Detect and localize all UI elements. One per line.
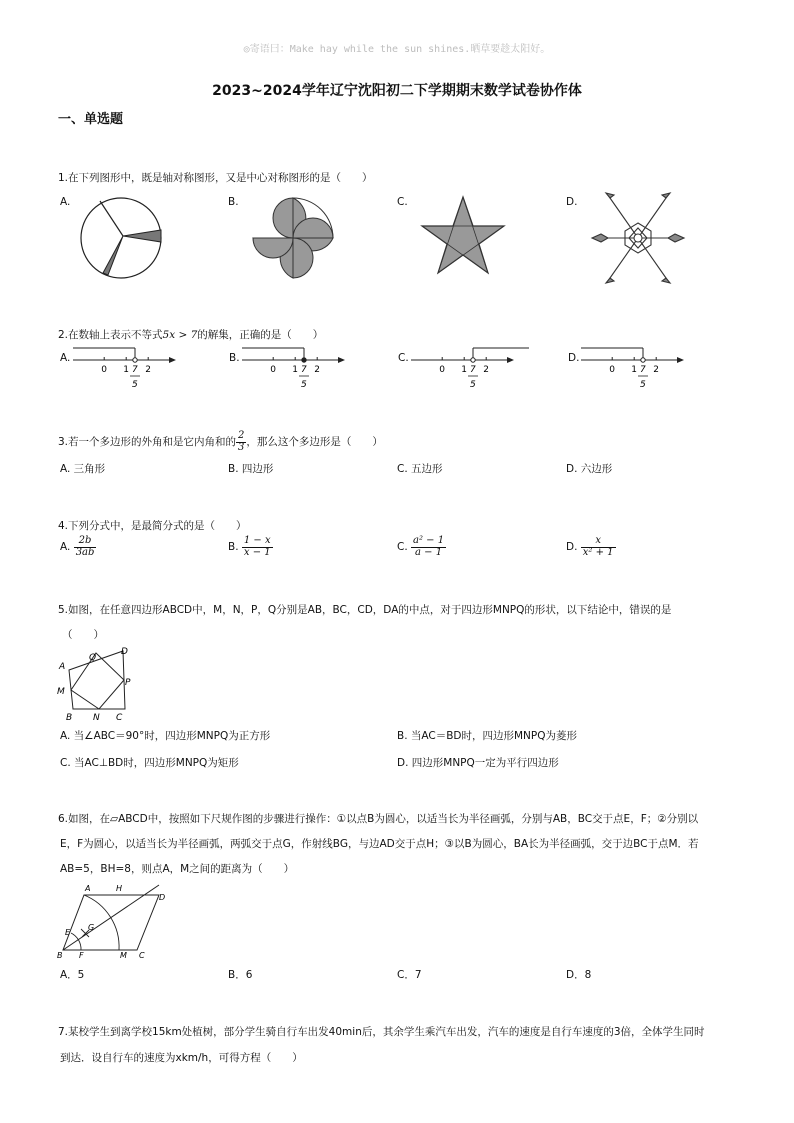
tick-label: 1 — [292, 365, 298, 375]
q5-stem-line1: 5.如图，在任意四边形ABCD中，M，N，P，Q分别是AB，BC，CD，DA的中点，对于四边形MNPQ的形状，以下结论中，错误的是 — [58, 604, 672, 616]
q2-option-label: C. — [398, 352, 409, 364]
label-e: E — [65, 928, 71, 937]
q6-stem-line3: AB=5，BH=8，则点A，M之间的距离为（ ） — [60, 863, 295, 875]
tick-label: 1 — [123, 365, 129, 375]
label-d: D — [159, 893, 166, 902]
q6-option-c[interactable]: C．7 — [397, 969, 422, 981]
endpoint-dot — [133, 358, 137, 362]
q4-option-c[interactable]: C. $\frac{\text{a² − 1}}{a - 1}$ — [397, 535, 445, 558]
q2-stem: 2.在数轴上表示不等式5x > 7的解集，正确的是（ ） — [58, 329, 324, 341]
q3-option-a[interactable]: A. 三角形 — [60, 463, 106, 475]
label-p: P — [125, 678, 131, 688]
tick-label: 0 — [609, 365, 615, 375]
q5-option-b[interactable]: B. 当AC＝BD时，四边形MNPQ为菱形 — [397, 730, 578, 742]
q1-option-b[interactable]: B. — [228, 196, 239, 208]
q3-option-c[interactable]: C. 五边形 — [397, 463, 443, 475]
snowflake-icon — [588, 190, 688, 285]
label-a: A — [59, 662, 66, 672]
q6-option-a[interactable]: A．5 — [60, 969, 85, 981]
q2-option-label: D. — [568, 352, 580, 364]
frac-num: 7 — [640, 365, 646, 375]
watermark: ◎寄语曰：Make hay while the sun shines.晒草要趁太阳好。 — [243, 44, 551, 55]
q7-stem-line2: 到达．设自行车的速度为xkm/h，可得方程（ ） — [60, 1052, 303, 1064]
page-title: 2023~2024学年辽宁沈阳初二下学期期末数学试卷协作体 — [212, 83, 582, 99]
label-b: B — [57, 951, 63, 960]
endpoint-dot — [641, 358, 645, 362]
frac-num: 7 — [301, 365, 307, 375]
pie-icon — [78, 196, 168, 281]
axis-arrow — [507, 357, 514, 363]
section-heading: 一、单选题 — [58, 112, 124, 127]
q6-parallelogram-figure — [55, 880, 170, 962]
q4-option-d[interactable]: D. $\frac{x}{\text{x² + 1}}$ — [566, 535, 614, 558]
number-line — [242, 343, 362, 398]
q1-option-d[interactable]: D. — [566, 196, 578, 208]
q6-option-d[interactable]: D．8 — [566, 969, 592, 981]
q1-option-a[interactable]: A. — [60, 196, 71, 208]
tick-label: 0 — [270, 365, 276, 375]
tick-label: 2 — [483, 365, 489, 375]
axis-arrow — [169, 357, 176, 363]
frac-den: 5 — [132, 380, 138, 390]
label-m: M — [57, 687, 65, 697]
pinwheel-icon — [248, 193, 338, 283]
frac-den: 5 — [470, 380, 476, 390]
q5-stem-line2: （ ） — [62, 629, 104, 641]
q6-stem-line2: E，F为圆心，以适当长为半径画弧，两弧交于点G，作射线BG，与边AD交于点H；③以B为圆心，BA长为半径画弧，交于边BC于点M．若 — [60, 838, 699, 850]
q5-option-d[interactable]: D. 四边形MNPQ一定为平行四边形 — [397, 757, 559, 769]
label-f: F — [79, 951, 84, 960]
label-q: Q — [89, 653, 97, 663]
number-line — [581, 343, 701, 398]
tick-label: 1 — [461, 365, 467, 375]
tick-label: 2 — [314, 365, 320, 375]
label-g: G — [88, 923, 95, 932]
label-h: H — [116, 884, 123, 893]
tick-label: 0 — [439, 365, 445, 375]
q2-option-label: B. — [229, 352, 240, 364]
frac-num: 7 — [470, 365, 476, 375]
q3-option-d[interactable]: D. 六边形 — [566, 463, 613, 475]
q4-stem: 4.下列分式中，是最简分式的是（ ） — [58, 520, 247, 532]
q1-stem: 1.在下列图形中，既是轴对称图形，又是中心对称图形的是（ ） — [58, 172, 373, 184]
axis-arrow — [338, 357, 345, 363]
frac-den: 5 — [640, 380, 646, 390]
endpoint-dot — [302, 358, 306, 362]
q4-option-b[interactable]: B. $\frac{1 - x}{x - 1}$ — [228, 535, 271, 558]
q1-option-c[interactable]: C. — [397, 196, 408, 208]
label-m: M — [120, 951, 127, 960]
label-a: A — [85, 884, 91, 893]
q6-stem-line1: 6.如图，在▱ABCD中，按照如下尺规作图的步骤进行操作：①以点B为圆心，以适当长为半径画弧，分别与AB，BC交于点E，F；②分别以 — [58, 813, 699, 825]
axis-arrow — [677, 357, 684, 363]
q7-stem-line1: 7.某校学生到离学校15km处植树，部分学生骑自行车出发40min后，其余学生乘汽车出发，汽车的速度是自行车速度的3倍，全体学生同时 — [58, 1026, 705, 1038]
label-d: D — [121, 647, 128, 657]
tick-label: 2 — [653, 365, 659, 375]
tick-label: 0 — [101, 365, 107, 375]
q5-option-a[interactable]: A. 当∠ABC＝90°时，四边形MNPQ为正方形 — [60, 730, 271, 742]
q2-option-label: A. — [60, 352, 71, 364]
tick-label: 2 — [145, 365, 151, 375]
q3-stem: 3.若一个多边形的外角和是它内角和的 $\frac{2}{3}$ ，那么这个多边形是（ ） — [58, 430, 383, 453]
frac-num: 7 — [132, 365, 138, 375]
star-icon — [418, 193, 508, 278]
frac-den: 5 — [301, 380, 307, 390]
label-b: B — [66, 713, 73, 723]
label-c: C — [116, 713, 123, 723]
endpoint-dot — [471, 358, 475, 362]
q6-option-b[interactable]: B．6 — [228, 969, 253, 981]
tick-label: 1 — [631, 365, 637, 375]
q5-quadrilateral-figure — [55, 642, 140, 724]
number-line — [411, 343, 531, 398]
number-line — [73, 343, 193, 398]
q4-option-a[interactable]: A. $\frac{2b}{3ab}$ — [60, 535, 95, 558]
q3-option-b[interactable]: B. 四边形 — [228, 463, 274, 475]
label-c: C — [139, 951, 145, 960]
q5-option-c[interactable]: C. 当AC⊥BD时，四边形MNPQ为矩形 — [60, 757, 239, 769]
label-n: N — [93, 713, 100, 723]
